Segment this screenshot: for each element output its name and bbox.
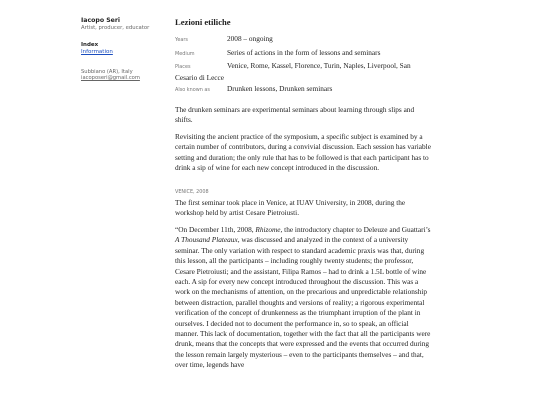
article: [175, 16, 433, 377]
index-label: Index: [81, 42, 99, 48]
meta-label-aka: Also known as: [175, 87, 210, 94]
author-name[interactable]: Iacopo Seri: [81, 17, 121, 24]
meta-row-medium: [175, 47, 433, 61]
author-description: Artist, producer, educator: [81, 25, 150, 31]
meta-row-places: [175, 61, 433, 82]
meta-value-medium: Series of actions in the form of lessons and seminars: [227, 47, 381, 57]
quote-part-2: , the introductory chapter to Deleuze and Guattari’s: [280, 224, 431, 234]
location-text: Subbiano (AR), Italy: [81, 68, 133, 75]
quote-paragraph: [175, 225, 433, 371]
nav-link-information[interactable]: Information: [81, 49, 113, 55]
meta-label-places: Places: [175, 64, 191, 70]
meta-value-years: 2008 – ongoing: [227, 34, 273, 43]
email-link[interactable]: iacoposeri@gmail.com: [81, 75, 140, 82]
meta-label-years: Years: [175, 37, 188, 43]
contact-block: [81, 69, 169, 83]
meta-label-medium: Medium: [175, 50, 195, 57]
intro-paragraph: The drunken seminars are experimental seminars about learning through slips and shifts.: [175, 104, 415, 125]
quote-part-3: , was discussed and analyzed in the context of a university seminar. The only variation with respect to standard academic praxis was that, during this lesson, all the participants – including roughly twenty students; the professor, Cesare Pietroiusti; and the assistant, Filipa Ramos – had to drink a 1.5L bottle of wine each. A sip for every new concept introduced throughout the discussion. This was a work on the mechanisms of attention, on the precarious and unpredictable relationship between distraction, parallel thoughts and versions of reality; a rigorous experimental verification of the concept of drunkenness as the triumphant irruption of the plant in ourselves. I decided not to document the performance in, so to speak, an official manner. This lack of documentation, together with the fact that all the participants were drunk, means that the concepts that were expressed and the events that occurred during the lesson remain largely mysterious – even to the participants themselves – and that, over time, legends have: [175, 235, 431, 370]
section-label-venice: VENICE, 2008: [175, 188, 209, 195]
meta-row-years: [175, 33, 433, 47]
sidebar: [81, 17, 169, 82]
article-title: Lezioni etiliche: [175, 17, 231, 27]
meta-row-aka: [175, 83, 433, 97]
description-paragraph: Revisiting the ancient practice of the symposium, a specific subject is examined by a certain number of contributors, during a convivial discussion. Each session has variable setting and duration; the only rule that has to be followed is that each participant has to drink a sip of wine for each new concept introduced in the discussion.: [175, 132, 431, 173]
meta-value-places: Venice, Rome, Kassel, Florence, Turin, Naples, Liverpool, San Cesario di Lecce: [175, 61, 411, 82]
meta-table: [175, 33, 433, 97]
quote-part-1: “On December 11th, 2008,: [175, 224, 256, 234]
quote-emphasis-rhizome: Rhizome: [255, 224, 281, 234]
quote-emphasis-thousand-plateaux: A Thousand Plateaux: [175, 235, 238, 245]
section-intro-paragraph: The first seminar took place in Venice, at IUAV University, in 2008, during the workshop held by artist Cesare Pietroiusti.: [175, 197, 406, 218]
meta-value-aka: Drunken lessons, Drunken seminars: [227, 84, 333, 94]
